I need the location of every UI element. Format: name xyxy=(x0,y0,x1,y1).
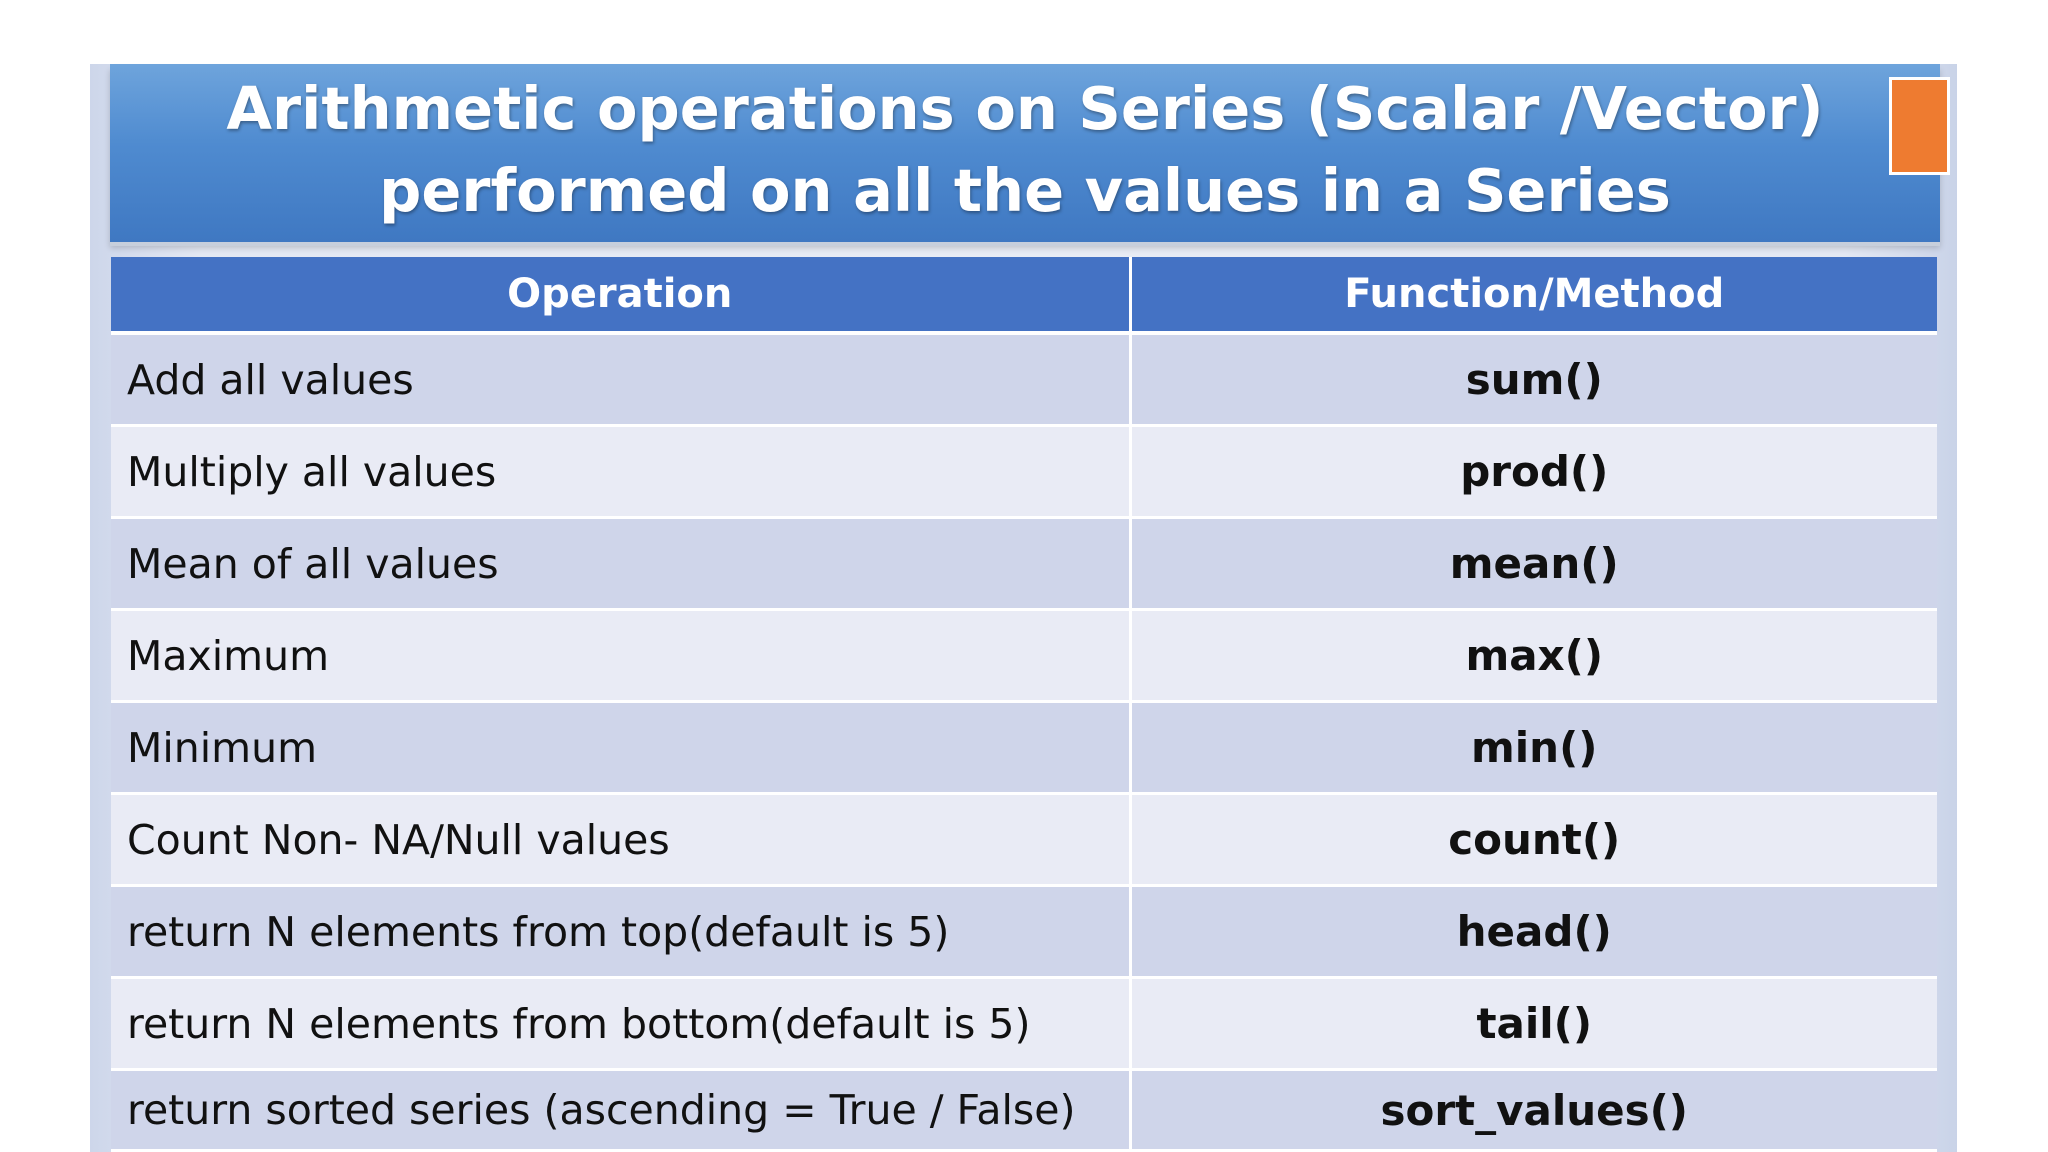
function-cell: count() xyxy=(1130,794,1937,886)
operation-cell: Minimum xyxy=(111,702,1130,794)
operation-cell: return N elements from top(default is 5) xyxy=(111,886,1130,978)
function-cell: sort_values() xyxy=(1130,1070,1937,1151)
table-row xyxy=(111,1070,1937,1151)
function-cell: mean() xyxy=(1130,518,1937,610)
slide-title: Arithmetic operations on Series (Scalar /Vector) performed on all the values in a Series xyxy=(226,74,1824,225)
table-header-row xyxy=(111,257,1937,333)
table-row xyxy=(111,518,1937,610)
function-cell: max() xyxy=(1130,610,1937,702)
operation-cell: Maximum xyxy=(111,610,1130,702)
table-row xyxy=(111,333,1937,426)
function-cell: head() xyxy=(1130,886,1937,978)
table-row xyxy=(111,886,1937,978)
operation-cell: return N elements from bottom(default is 5) xyxy=(111,978,1130,1070)
table-row xyxy=(111,978,1937,1070)
header-operation: Operation xyxy=(111,257,1130,333)
operation-cell: Add all values xyxy=(111,333,1130,426)
table-row xyxy=(111,426,1937,518)
function-cell: tail() xyxy=(1130,978,1937,1070)
table-row xyxy=(111,702,1937,794)
operation-cell: Count Non- NA/Null values xyxy=(111,794,1130,886)
function-cell: prod() xyxy=(1130,426,1937,518)
operation-cell: Multiply all values xyxy=(111,426,1130,518)
header-function-method: Function/Method xyxy=(1130,257,1937,333)
table-row xyxy=(111,610,1937,702)
operations-table xyxy=(111,257,1937,1152)
function-cell: min() xyxy=(1130,702,1937,794)
accent-tab xyxy=(1889,77,1950,175)
operation-cell: return sorted series (ascending = True / False) xyxy=(111,1070,1130,1151)
function-cell: sum() xyxy=(1130,333,1937,426)
table-row xyxy=(111,794,1937,886)
title-banner xyxy=(110,64,1940,242)
operation-cell: Mean of all values xyxy=(111,518,1130,610)
